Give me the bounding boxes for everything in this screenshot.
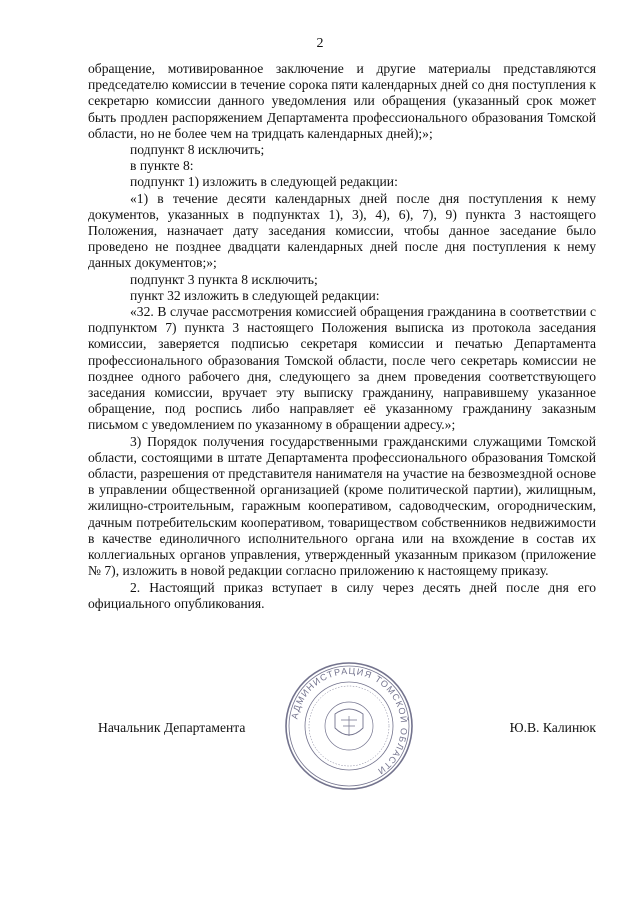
signatory-name: Ю.В. Калинюк — [509, 720, 596, 735]
paragraph: 3) Порядок получения государственными гражданскими служащими Томской области, состоящими в штате Департамента профессионального образования Томской области, разрешения от представителя нанимателя на участие на безвозмездной основе в управлении общественной организацией (кроме политической партии), жилищным, жилищно-строительным, гаражным кооперативом, садоводческим, огородническим, дачным потребительским кооперативом, товариществом собственников недвижимости в качестве единоличного исполнительного органа или на вхождение в состав их коллегиальных органов управления, утвержденный указанным приказом (приложение № 7), изложить в новой редакции согласно приложению к настоящему приказу. — [88, 433, 596, 579]
paragraph: «1) в течение десяти календарных дней после дня поступления к нему документов, указанных в подпунктах 1), 3), 4), 6), 7), 9) пункта 3 настоящего Положения, назначает дату заседания комиссии, чтобы данное заседание было проведено не позднее двадцати календарных дней после дня поступления к нему данных документов;»; — [88, 190, 596, 271]
document-body — [88, 61, 596, 612]
paragraph: обращение, мотивированное заключение и другие материалы представляются председателю комиссии в течение сорока пяти календарных дней со дня поступления к секретарю комиссии данного уведомления или обращения (указанный срок может быть продлен распоряжением Департамента профессионального образования Томской области, но не более чем на тридцать календарных дней);»; — [88, 61, 596, 141]
official-seal — [283, 660, 415, 792]
paragraph: «32. В случае рассмотрения комиссией обращения гражданина в соответствии с подпунктом 7) пункта 3 настоящего Положения выписка из протокола заседания комиссии, заверяется подписью секретаря комиссии и печатью Департамента профессионального образования Томской области, после чего секретарь комиссии не позднее одного рабочего дня, следующего за днем проведения соответствующего заседания комиссии, вручает эту выписку гражданину, направившему указанное обращение, под роспись либо направляет её указанному гражданину заказным письмом с уведомлением по указанному в обращении адресу.»; — [88, 304, 596, 433]
paragraph: подпункт 8 исключить; — [130, 142, 265, 158]
page-number: 2 — [316, 36, 324, 51]
paragraph: пункт 32 изложить в следующей редакции: — [130, 287, 380, 303]
paragraph: подпункт 3 пункта 8 исключить; — [130, 271, 318, 287]
paragraph: подпункт 1) изложить в следующей редакции: — [130, 174, 398, 190]
paragraph: 2. Настоящий приказ вступает в силу через десять дней после дня его официального опубликования. — [88, 579, 596, 611]
paragraph: в пункте 8: — [130, 158, 194, 174]
signatory-position: Начальник Департамента — [98, 720, 246, 735]
seal-text: АДМИНИСТРАЦИЯ ТОМСКОЙ ОБЛАСТИ — [289, 665, 410, 777]
